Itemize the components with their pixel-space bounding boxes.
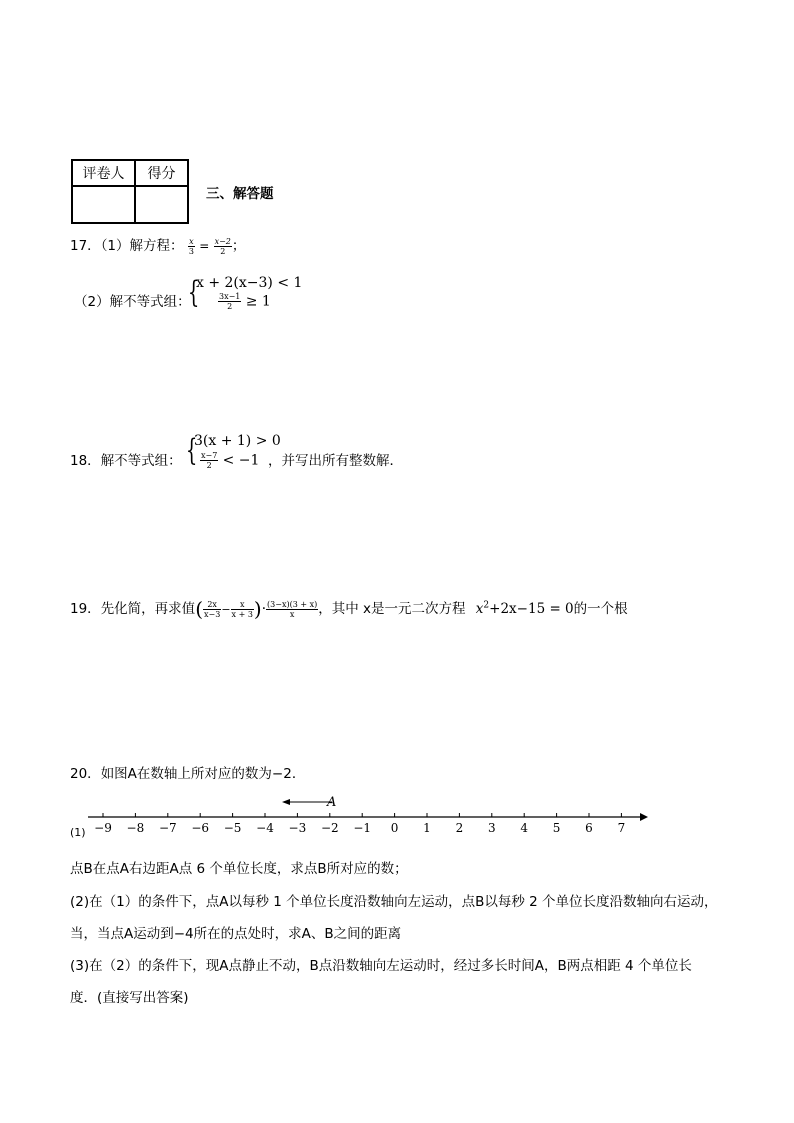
- q17-ineq1: x + 2(x−3) < 1: [196, 275, 303, 291]
- tick-label: −5: [223, 821, 242, 835]
- q20-line3: 当，当点A运动到−4所在的点处时，求A、B之间的距离: [70, 926, 402, 942]
- tick-label: −6: [191, 821, 210, 835]
- q17-rhs-fraction: $\frac{x-2}{2}$: [214, 236, 231, 256]
- score-header: 得分: [135, 160, 188, 186]
- equals-sign: =: [199, 239, 210, 253]
- q20-part1-marker: (1): [70, 826, 86, 839]
- q17-ineq2: $\frac{3x-1}{2}$ ≥ 1: [219, 292, 271, 311]
- q20-line4: (3)在（2）的条件下，现A点静止不动，B点沿数轴向左运动时，经过多长时间A，B两点相距 4 个单位长: [70, 958, 692, 974]
- number-line-arrowhead: [640, 813, 648, 821]
- q18-label: 18．解不等式组：: [70, 453, 182, 469]
- tick-label: −9: [94, 821, 112, 835]
- tick-label: −8: [126, 821, 145, 835]
- q17-part2-label: （2）解不等式组：: [74, 294, 191, 310]
- q19-line: 19．先化简，再求值( $\frac{2x}{x-3}$ − $\frac{x}{x + 3}$ )· $\frac{(3-x)(3 + x)}{x}$ ，其中 x是一元二次方程 $x^2+2x-15 = 0$的一个根: [70, 597, 628, 621]
- q17-brace: {: [187, 275, 200, 310]
- section-title: 三、解答题: [206, 186, 274, 202]
- tick-label: 2: [455, 821, 464, 835]
- score-table: [71, 159, 189, 224]
- grader-cell: [72, 186, 135, 223]
- q20-line5: 度．(直接写出答案): [70, 990, 189, 1006]
- q20-line2: (2)在（1）的条件下，点A以每秒 1 个单位长度沿数轴向左运动，点B以每秒 2 个单位长度沿数轴向右运动，: [70, 894, 718, 910]
- q18-ineq1: 3(x + 1) > 0: [194, 433, 281, 449]
- q20-line1: 点B在点A右边距A点 6 个单位长度，求点B所对应的数；: [70, 861, 408, 877]
- tick-label: −1: [353, 821, 372, 835]
- point-a-label: A: [327, 795, 337, 810]
- tick-label: 4: [520, 821, 529, 835]
- grader-header: 评卷人: [72, 160, 135, 186]
- tick-label: 1: [423, 821, 431, 835]
- q18-tail: ，并写出所有整数解．: [268, 453, 403, 469]
- score-cell: [135, 186, 188, 223]
- q17-number: 17．: [70, 238, 101, 254]
- tick-label: 5: [552, 821, 561, 835]
- number-line: [70, 790, 670, 840]
- tick-label: −2: [320, 821, 339, 835]
- q18-ineq2: $\frac{x-7}{2}$ < −1: [201, 451, 260, 470]
- tick-label: −3: [288, 821, 307, 835]
- q17-lhs-fraction: $\frac{x}{3}$: [188, 236, 194, 256]
- q17-part1-label: （1）解方程：: [100, 238, 184, 254]
- tick-label: −4: [256, 821, 274, 835]
- q20-intro: 20．如图A在数轴上所对应的数为−2．: [70, 766, 306, 782]
- q17-part1: [70, 234, 245, 256]
- semicolon: ；: [231, 238, 246, 254]
- tick-label: −7: [158, 821, 177, 835]
- tick-label: 7: [617, 821, 626, 835]
- left-arrow-head: [282, 799, 290, 805]
- q18-brace: {: [185, 433, 198, 468]
- tick-label: 0: [390, 821, 399, 835]
- tick-label: 3: [487, 821, 496, 835]
- tick-label: 6: [585, 821, 593, 835]
- number-line-ticks: [94, 813, 625, 835]
